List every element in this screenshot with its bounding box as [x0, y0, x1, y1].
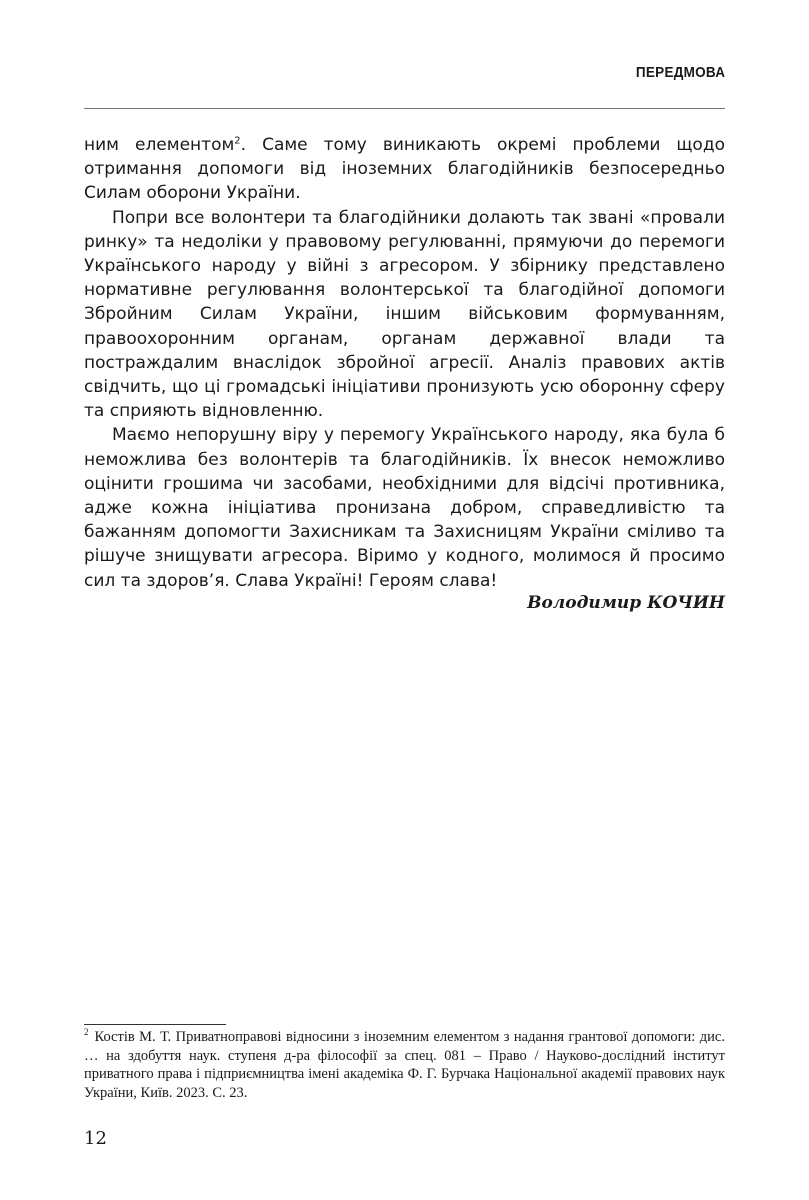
paragraph-1-start: ним елементом	[84, 135, 235, 155]
footnote	[84, 1028, 725, 1102]
footnote-text: Костів М. Т. Приватноправові відносини з іноземним елементом з надання грантової допомоги: дис. … на здобуття наук. ступеня д-ра філософії за спец. 081 – Право / Науково-дослідний інститут приватного права і підприємництва імені академіка Ф. Г. Бурчака Національної академії правових наук України, Київ. 2023. С. 23.	[84, 1029, 725, 1101]
running-head: ПЕРЕДМОВА	[635, 64, 725, 81]
paragraph-3: Маємо непорушну віру у перемогу Українського народу, яка була б неможлива без волонтерів та благодійників. Їх внесок неможливо оцінити грошима чи засобами, необхідними для відсічі противника, адже кожна ініціатива пронизана добром, справедливістю та бажанням допомогти Захисникам та Захисницям України сміливо та рішуче знищувати агресора. Віримо у кодного, молимося й просимо сил та здоров’я. Слава Україні! Героям слава!	[84, 425, 725, 591]
main-text	[84, 133, 725, 593]
paragraph-2: Попри все волонтери та благодійники долають так звані «провали ринку» та недоліки у правовому регулюванні, прямуючи до перемоги Українського народу у війні з агресором. У збірнику представлено нормативне регулювання волонтерської та благодійної допомоги Збройним Силам України, іншим військовим формуванням, правоохоронним органам, органам державної влади та постраждалим внаслідок збройної агресії. Аналіз правових актів свідчить, що ці громадські ініціативи пронизують усю оборонну сферу та сприяють відновленню.	[84, 207, 725, 422]
paragraph-1-rest: . Саме тому виникають окремі проблеми щодо отримання допомоги від іноземних благодійників безпосередньо Силам оборони України.	[84, 135, 725, 204]
footnote-marker: 2	[84, 1027, 89, 1038]
header-divider	[84, 108, 725, 109]
paragraph-1	[84, 133, 725, 206]
author-signature: Володимир КОЧИН	[527, 593, 725, 613]
page-number: 12	[84, 1128, 107, 1149]
footnote-divider	[84, 1024, 226, 1025]
footnote-reference: 2	[234, 135, 241, 147]
